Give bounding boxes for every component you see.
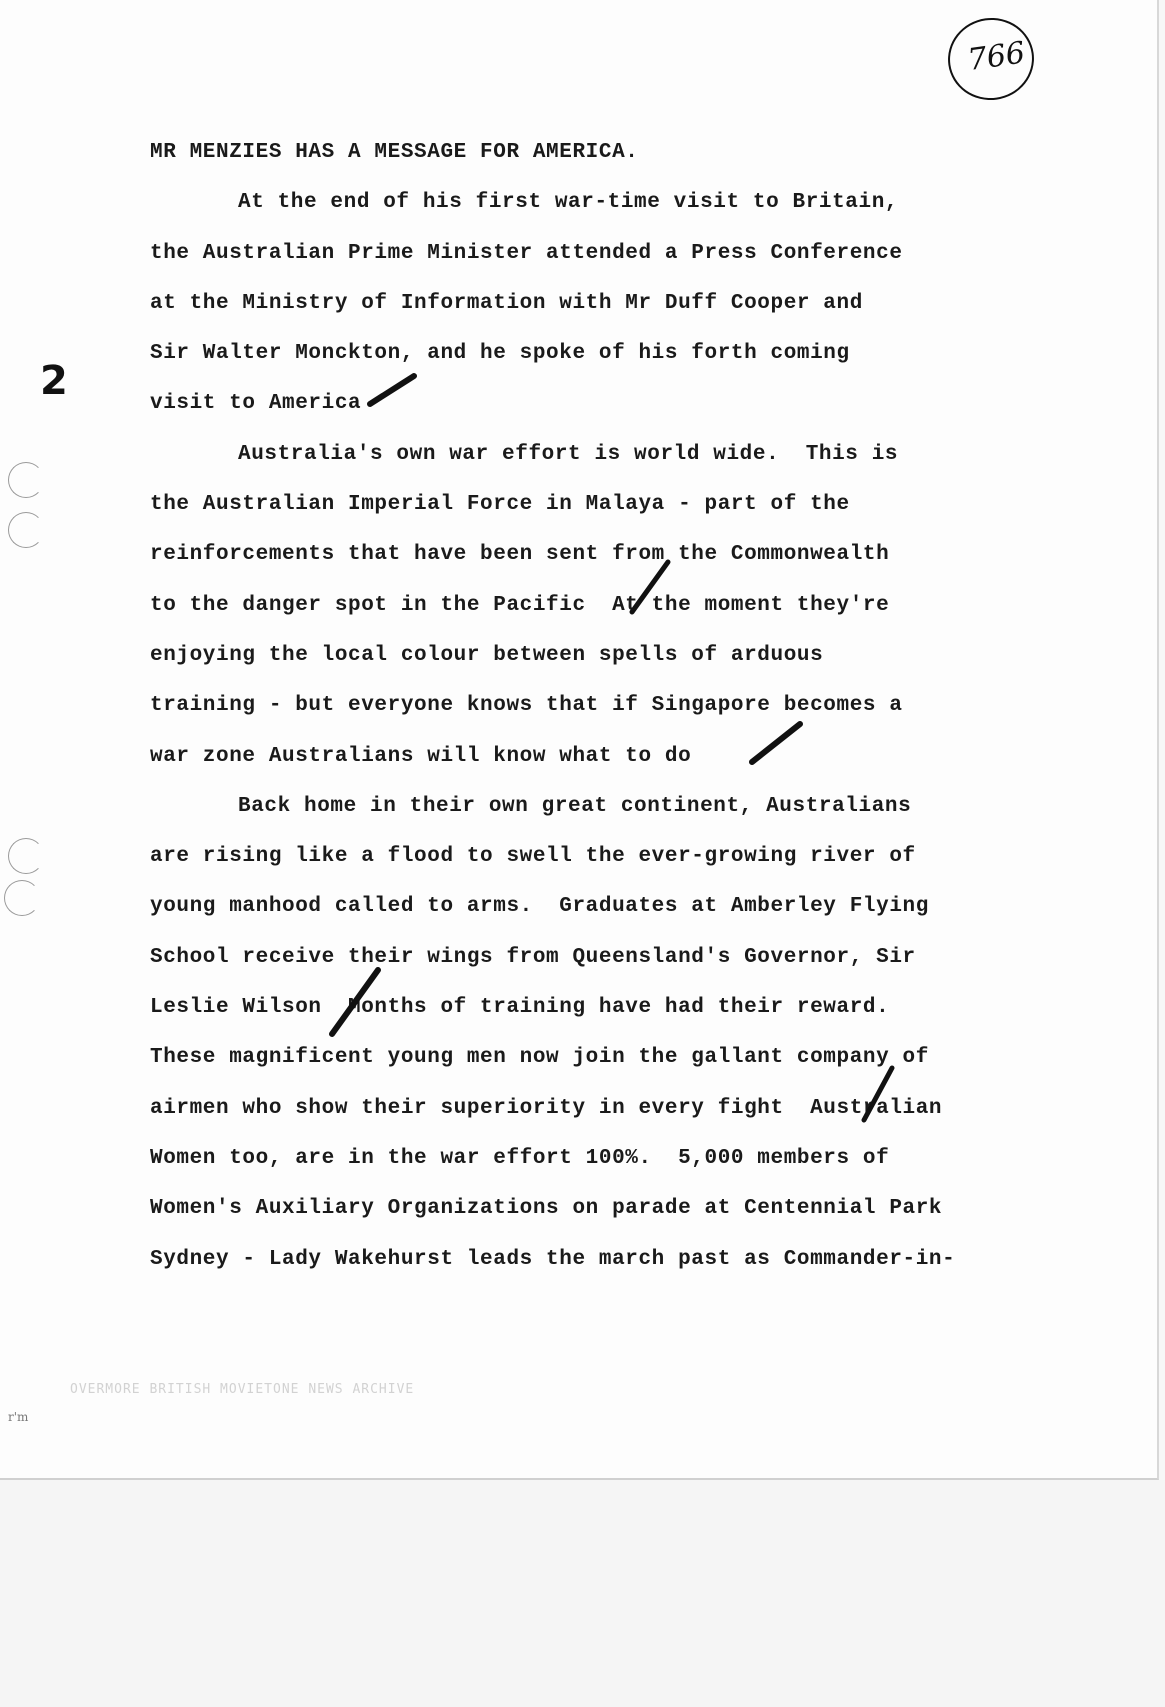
text-line: Women too, are in the war effort 100%. 5,000 members of (150, 1146, 890, 1170)
text-line: Australia's own war effort is world wide. This is (238, 442, 899, 466)
text-line: Leslie Wilson Months of training have had their reward. (150, 996, 890, 1020)
text-line: These magnificent young men now join the gallant company of (150, 1046, 929, 1070)
text-line: at the Ministry of Information with Mr Duff Cooper and (150, 291, 863, 315)
text-line: war zone Australians will know what to do (150, 744, 692, 768)
punch-hole (4, 880, 40, 916)
text-line: the Australian Prime Minister attended a Press Conference (150, 241, 903, 265)
page-number-circle (943, 12, 1040, 105)
text-line: enjoying the local colour between spells of arduous (150, 643, 824, 667)
text-line: the Australian Imperial Force in Malaya - part of the (150, 493, 850, 517)
text-line: Sir Walter Monckton, and he spoke of his forth coming (150, 342, 850, 366)
text-line: Sydney - Lady Wakehurst leads the march past as Commander-in- (150, 1247, 956, 1271)
text-line: reinforcements that have been sent from the Commonwealth (150, 543, 890, 567)
text-line: Back home in their own great continent, Australians (238, 794, 912, 818)
typescript-body (150, 128, 1140, 1285)
text-line: School receive their wings from Queensland's Governor, Sir (150, 945, 916, 969)
text-line: to the danger spot in the Pacific At the moment they're (150, 593, 890, 617)
faint-footer-stamp: OVERMORE BRITISH MOVIETONE NEWS ARCHIVE (70, 1382, 415, 1397)
corner-mark: r'm (8, 1410, 29, 1424)
text-line: young manhood called to arms. Graduates at Amberley Flying (150, 895, 929, 919)
margin-annotation: 2 (40, 358, 68, 404)
text-line: At the end of his first war-time visit to Britain, (238, 191, 899, 215)
text-line: training - but everyone knows that if Singapore becomes a (150, 694, 903, 718)
scan-background (0, 1480, 1165, 1707)
text-line: visit to America (150, 392, 362, 416)
punch-hole (8, 512, 44, 548)
body-text (150, 178, 1140, 1285)
punch-hole (8, 462, 44, 498)
page-number: 766 (965, 35, 1028, 79)
punch-hole (8, 838, 44, 874)
text-line: airmen who show their superiority in every fight Australian (150, 1096, 943, 1120)
text-line: are rising like a flood to swell the ever-growing river of (150, 845, 916, 869)
text-line: Women's Auxiliary Organizations on parade at Centennial Park (150, 1197, 943, 1221)
document-title: MR MENZIES HAS A MESSAGE FOR AMERICA. (150, 141, 639, 164)
